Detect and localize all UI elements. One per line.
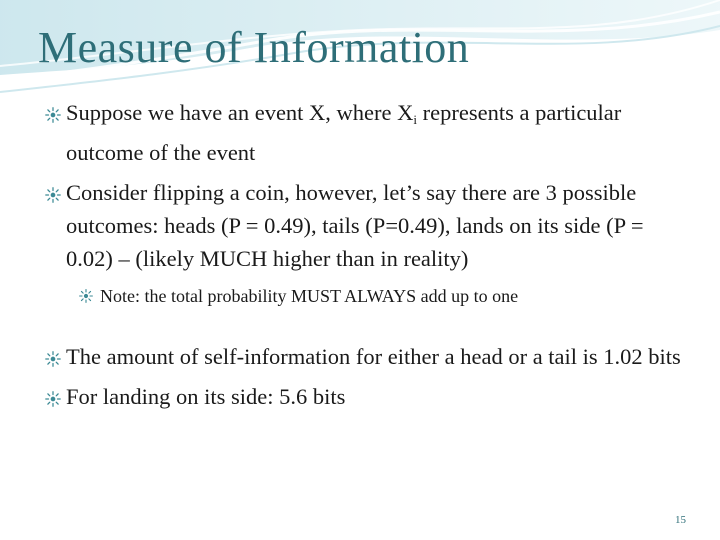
sub-bullet-item — [78, 282, 684, 310]
slide-title: Measure of Information — [38, 23, 470, 72]
subscript-i: i — [413, 112, 418, 127]
bullet-item — [44, 340, 684, 373]
radiating-sun-icon — [44, 186, 62, 204]
bullet-text: Consider flipping a coin, however, let’s say there are 3 possible outcomes: heads (P = 0.49), tails (P=0.49), lands on its side (P = 0.02) – (likely MUCH higher than in reality) — [66, 180, 644, 271]
bullet-text: The amount of self-information for either a head or a tail is 1.02 bits — [66, 344, 681, 369]
bullet-text-pre: Suppose we have an event X, where X — [66, 100, 414, 125]
radiating-sun-icon — [44, 390, 62, 408]
radiating-sun-icon — [78, 288, 94, 304]
page-number: 15 — [675, 514, 686, 526]
bullet-item — [44, 380, 684, 413]
bullet-text: For landing on its side: 5.6 bits — [66, 384, 346, 409]
bullet-item — [44, 96, 684, 169]
radiating-sun-icon — [44, 350, 62, 368]
sub-bullet-text: Note: the total probability MUST ALWAYS add up to one — [100, 286, 519, 306]
bullet-text-post: represents a particular outcome of the event — [66, 100, 622, 165]
bullet-list — [44, 96, 684, 420]
bullet-item — [44, 176, 684, 275]
radiating-sun-icon — [44, 106, 62, 124]
